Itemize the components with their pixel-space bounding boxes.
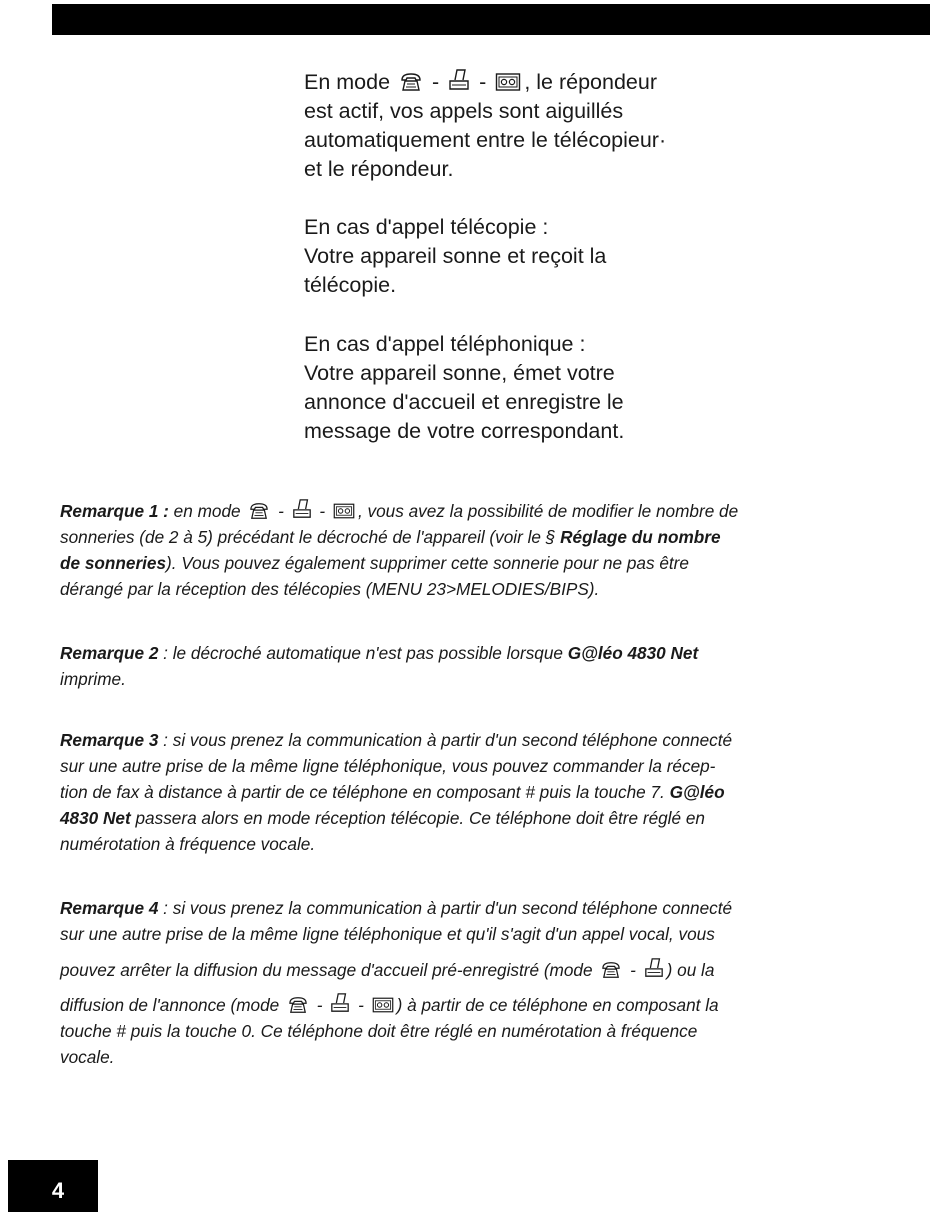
telephone-icon	[600, 961, 622, 979]
answering-tape-icon	[372, 996, 394, 1014]
intro-paragraph-mode: En mode - - , le répondeur est actif, vos appels sont aiguillés automatiquement entre le télécopieur· et le répondeur.	[304, 70, 667, 181]
telephone-icon	[248, 502, 270, 520]
intro-paragraph-phone-call: En cas d'appel téléphonique : Votre appareil sonne, émet votre annonce d'accueil et enregistre le message de votre correspondant.	[304, 332, 625, 443]
note-label: Remarque 2	[60, 643, 159, 663]
header-bar	[52, 4, 930, 35]
fax-machine-icon	[644, 957, 664, 979]
answering-tape-icon	[333, 502, 355, 520]
note-remarque-3: Remarque 3 : si vous prenez la communication à partir d'un second téléphone connecté sur une autre prise de la même ligne téléphonique, vous pouvez commander la récep- tion de fax à distance à partir de ce téléphone en composant # puis la touche 7. G@léo 4830 Net passera alors en mode réception télécopie. Ce téléphone doit être réglé en numérotation à fréquence vocale.	[60, 730, 733, 854]
note-label: Remarque 4	[60, 898, 159, 918]
note-remarque-4: Remarque 4 : si vous prenez la communication à partir d'un second téléphone connecté sur une autre prise de la même ligne téléphonique et qu'il s'agit d'un appel vocal, vous pouvez arrêter la diffusion du message d'accueil pré-enregistré (mode - ) ou la diffusion de l'annonce (mode - - ) à partir de ce téléphone en composant la touche # puis la touche 0. Ce téléphone doit être réglé en numérotation à fréquence vocale.	[60, 898, 733, 1067]
note-remarque-2: Remarque 2 : le décroché automatique n'est pas possible lorsque G@léo 4830 Net imprime.	[60, 643, 699, 689]
note-remarque-1: Remarque 1 : en mode - - , vous avez la possibilité de modifier le nombre de sonneries (de 2 à 5) précédant le décroché de l'appareil (voir le § Réglage du nombre de sonneries). Vous pouvez également supprimer cette sonnerie pour ne pas être dérangé par la réception des télécopies (MENU 23>MELODIES/BIPS).	[60, 498, 920, 602]
answering-tape-icon	[495, 72, 521, 92]
fax-machine-icon	[292, 498, 312, 520]
fax-machine-icon	[330, 992, 350, 1014]
page-number-box	[8, 1160, 98, 1212]
note-label: Remarque 1 :	[60, 501, 169, 521]
fax-machine-icon	[448, 68, 470, 92]
note-label: Remarque 3	[60, 730, 159, 750]
intro-paragraph-fax-call: En cas d'appel télécopie : Votre appareil sonne et reçoit la télécopie.	[304, 215, 607, 297]
page-number: 4	[51, 1178, 65, 1203]
telephone-icon	[399, 72, 423, 92]
telephone-icon	[287, 996, 309, 1014]
